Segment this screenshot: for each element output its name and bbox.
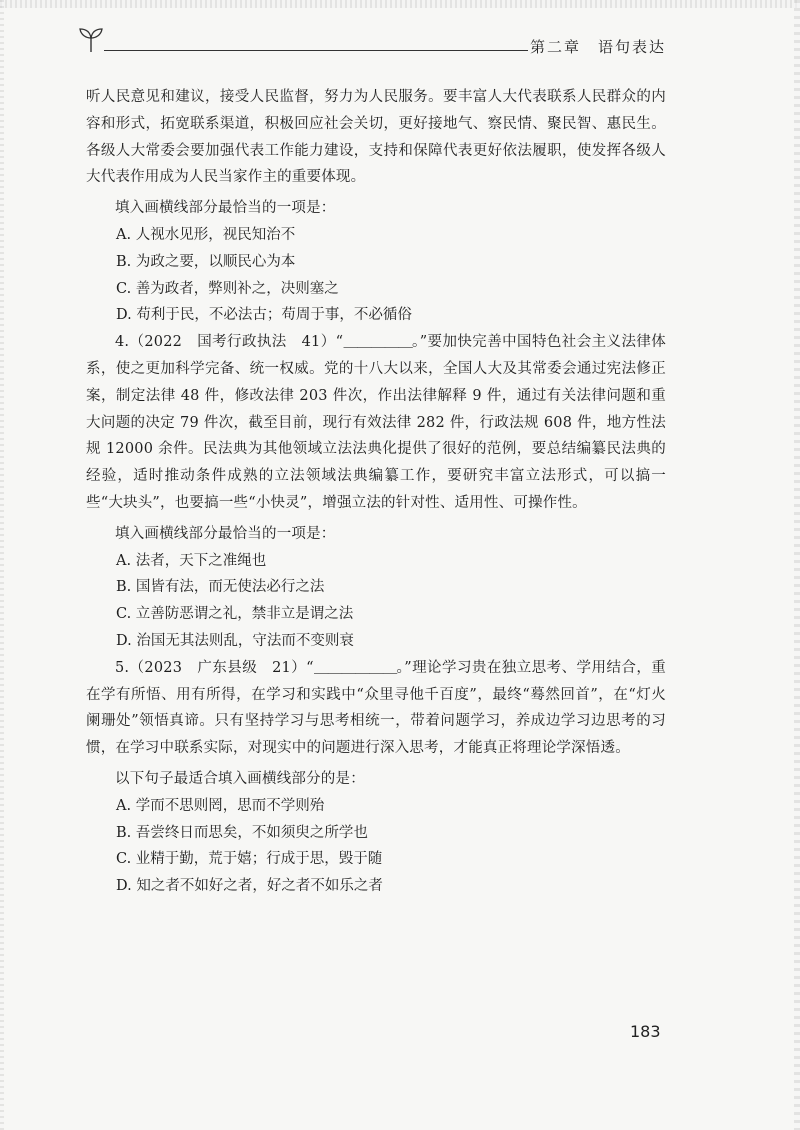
question-3-option-b: B. 为政之要，以顺民心为本 [116,253,296,270]
scan-edge-right [794,0,800,1130]
question-3-prompt: 填入画横线部分最恰当的一项是： [115,200,336,217]
question-3-option-c: C. 善为政者，弊则补之，决则塞之 [116,280,339,297]
question-3-option-d: D. 苟利于民，不必法古；苟周于事，不必循俗 [116,307,412,324]
header-rule [104,50,528,51]
question-4-option-a: A. 法者，天下之准绳也 [116,552,267,569]
question-5-prompt: 以下句子最适合填入画横线部分的是： [115,770,365,787]
question-4-option-d: D. 治国无其法则乱，守法而不变则衰 [116,632,354,649]
question-4-option-b: B. 国皆有法，而无使法必行之法 [116,579,325,596]
question-5-text: 。”理论学习贵在独立思考、学用结合，重在学有所悟、用有所得，在学习和实践中“众里寻他千百度”，最终“蓦然回首”，在“灯火阑珊处”领悟真谛。只有坚持学习与思考相统一，带着问题学习，养成边学习边思考的习惯，在学习中联系实际，对现实中的问题进行深入思考，才能真正将理论学深悟透。 [86,659,667,757]
page-header [78,26,666,58]
page-number: 183 [630,1022,661,1041]
question-5-blank: ＿＿＿＿＿＿ [313,659,397,676]
question-5-option-c: C. 业精于勤，荒于嬉；行成于思，毁于随 [116,851,383,868]
question-4-text: 。”要加快完善中国特色社会主义法律体系，使之更加科学完备、统一权威。党的十八大以来，全国人大及其常委会通过宪法修正案，制定法律 48 件，修改法律 203 件次，作出法律解释 9 件，通过有关法律问题和重大问题的决定 79 件次，截至目前，现行有效法律 282 件，行政法规 608 件，地方性法规 12000 余件。民法典为其他领域立法法典化提供了很好的范例，要总结编纂民法典的经验，适时推动条件成熟的立法领域法典编纂工作，要研究丰富立法形式，可以搞一些“大块头”，也要搞一些“小快灵”，增强立法的针对性、适用性、可操作性。 [86,334,667,511]
page-body [86,84,666,900]
question-3-option-a: A. 人视水见形，视民知治不 [116,226,296,243]
question-5-stem [86,655,666,762]
question-4-prompt: 填入画横线部分最恰当的一项是： [115,525,336,542]
question-5-label: 5.（2023 广东县级 21）“ [115,659,314,676]
sprout-icon [78,26,104,54]
question-5-option-d: D. 知之者不如好之者，好之者不如乐之者 [116,878,383,895]
question-5-option-a: A. 学而不思则罔，思而不学则殆 [116,797,325,814]
scan-edge-left [0,0,4,1130]
question-5-option-b: B. 吾尝终日而思矣，不如须臾之所学也 [116,824,368,841]
question-4-blank: ＿＿＿＿＿ [343,334,413,351]
question-4-stem [86,329,666,517]
paragraph-continuation: 听人民意见和建议，接受人民监督，努力为人民服务。要丰富人大代表联系人民群众的内容和形式，拓宽联系渠道，积极回应社会关切，更好接地气、察民情、聚民智、惠民生。各级人大常委会要加强代表工作能力建设，支持和保障代表更好依法履职，使发挥各级人大代表作用成为人民当家作主的重要体现。 [86,89,666,186]
question-4-option-c: C. 立善防恶谓之礼，禁非立是谓之法 [116,606,354,623]
question-4-label: 4.（2022 国考行政执法 41）“ [115,334,344,351]
chapter-title: 第二章 语句表达 [529,38,666,56]
scan-edge-top [0,0,800,8]
